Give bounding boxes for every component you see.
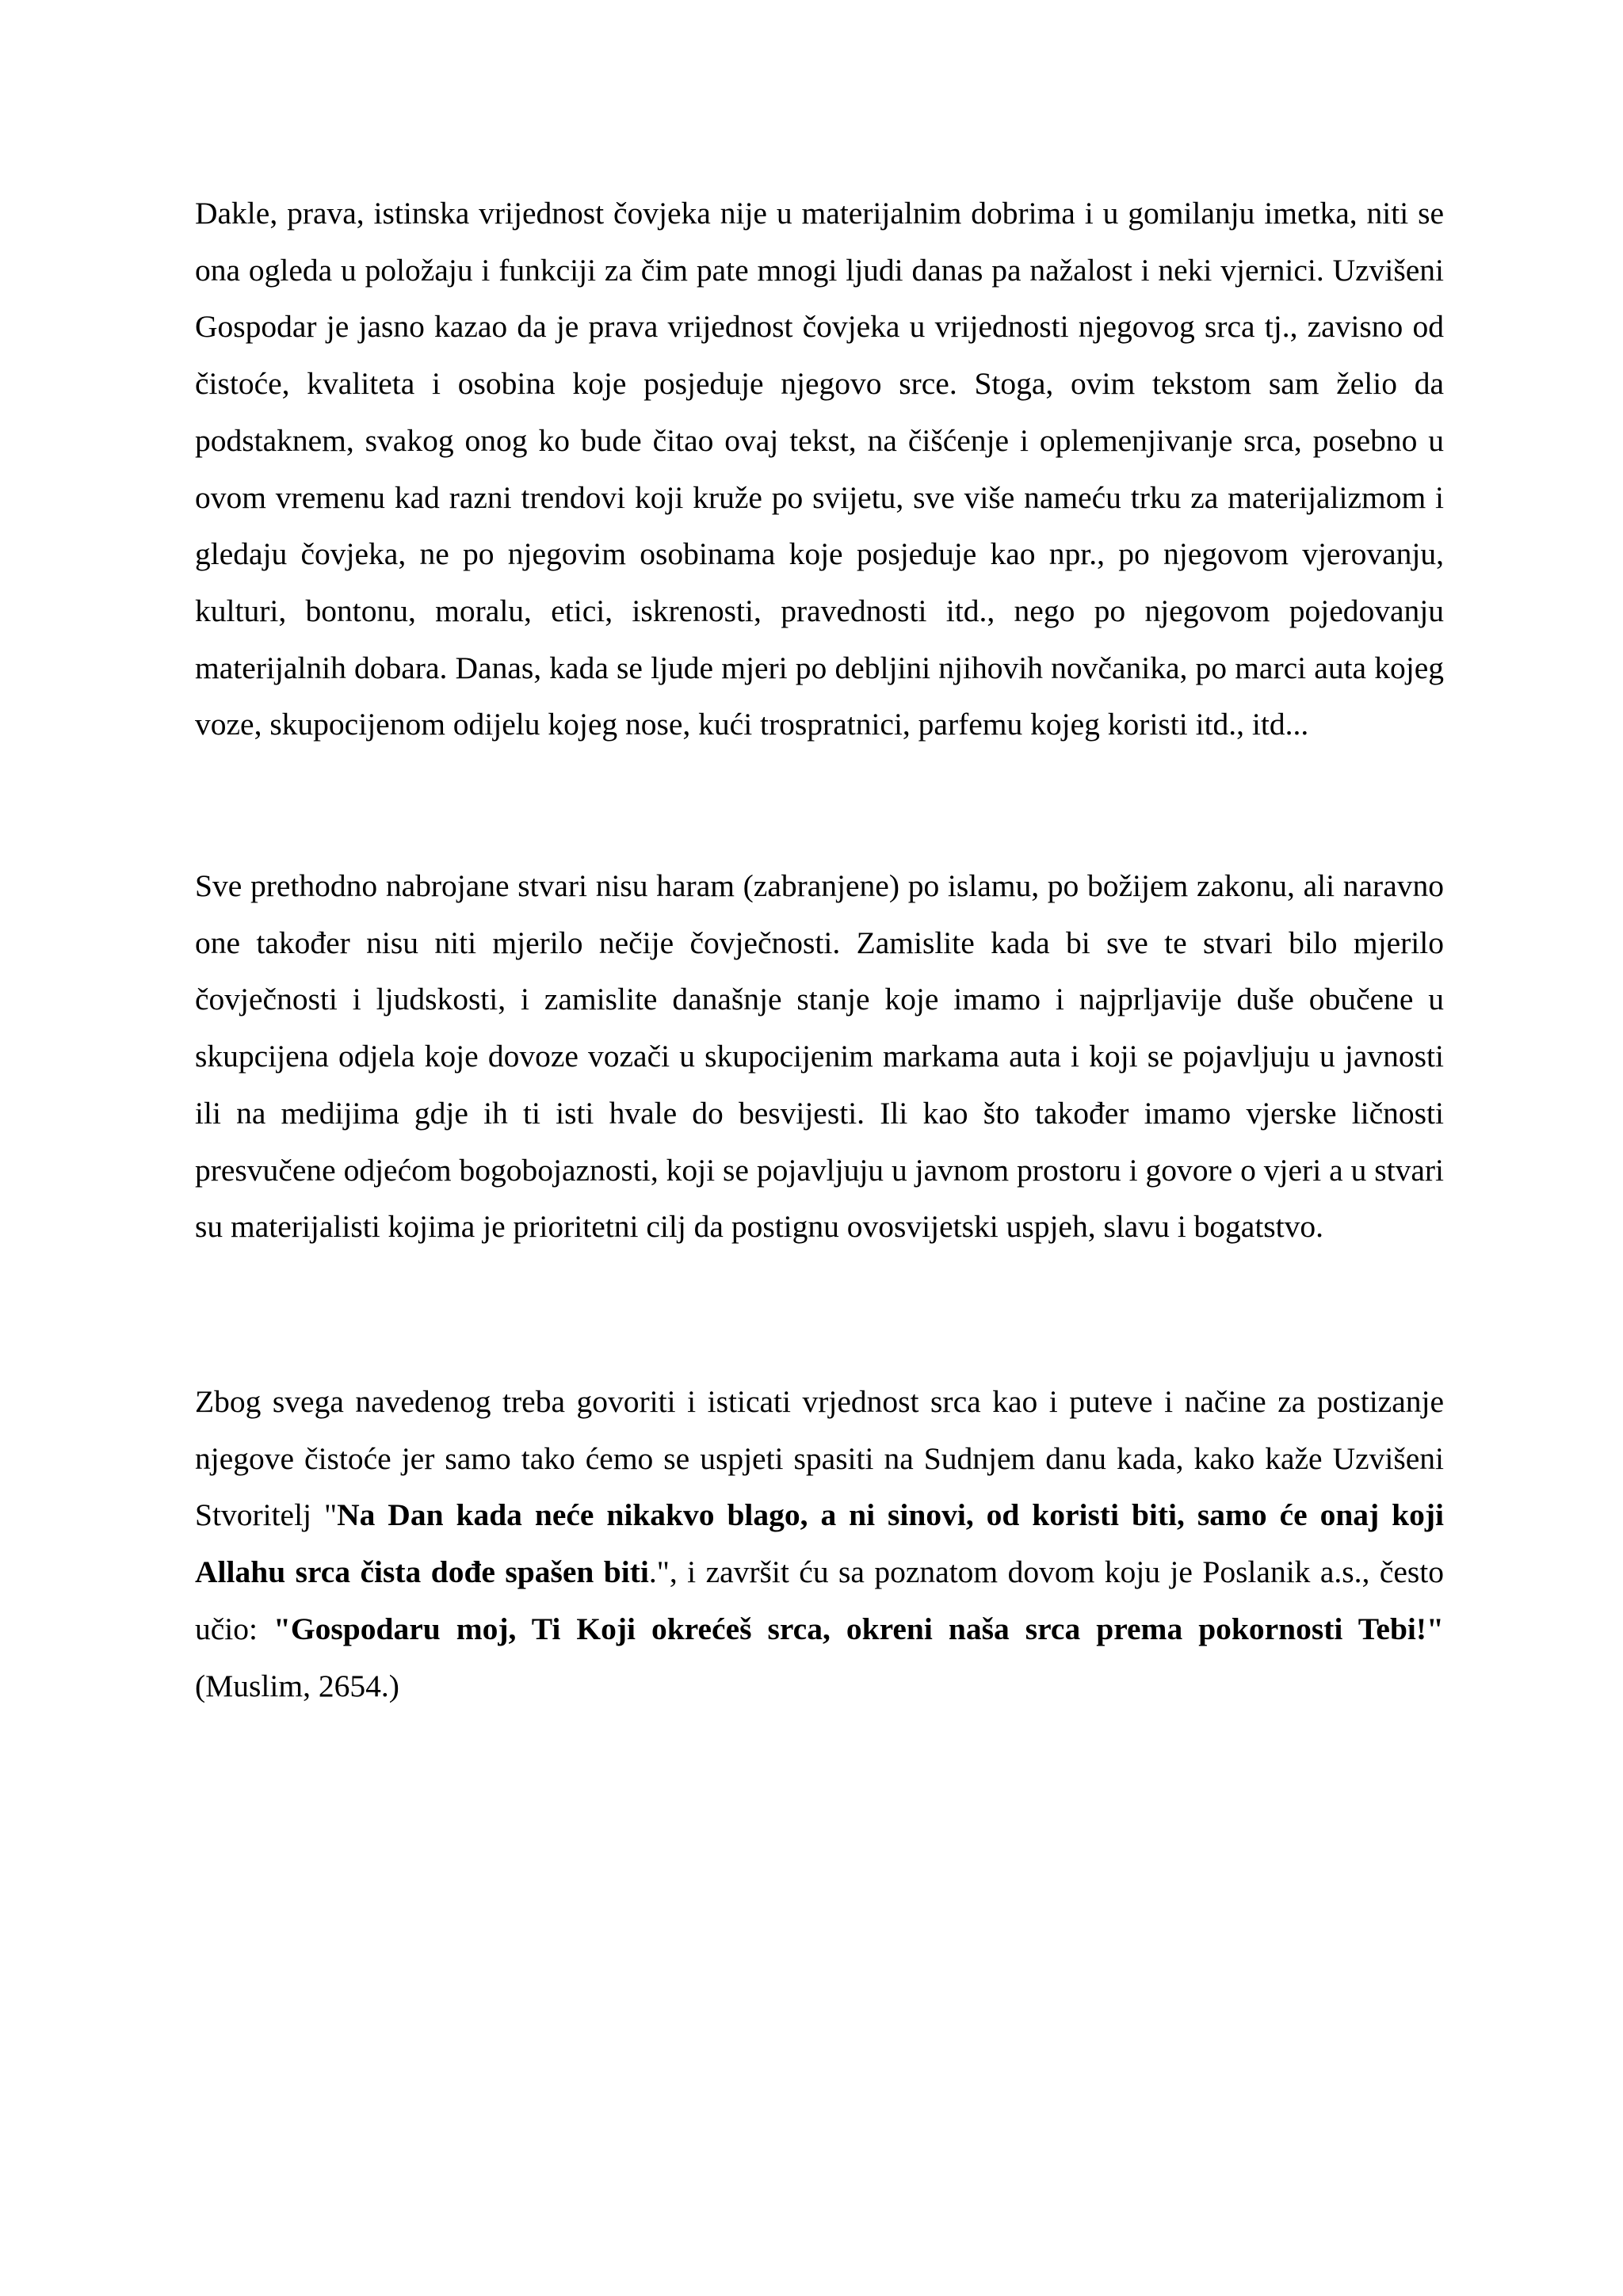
paragraph-2 bbox=[195, 858, 1444, 1256]
paragraph-1-text: Dakle, prava, istinska vrijednost čovjeka nije u materijalnim dobrima i u gomilanju imetka, niti se ona ogleda u položaju i funkciji za čim pate mnogi ljudi danas pa nažalost i neki vjernici. Uzvišeni Gospodar je jasno kazao da je prava vrijednost čovjeka u vrijednosti njegovog srca tj., zavisno od čistoće, kvaliteta i osobina koje posjeduje njegovo srce. Stoga, ovim tekstom sam želio da podstaknem, svakog onog ko bude čitao ovaj tekst, na čišćenje i oplemenjivanje srca, posebno u ovom vremenu kad razni trendovi koji kruže po svijetu, sve više nameću trku za materijalizmom i gledaju čovjeka, ne po njegovim osobinama koje posjeduje kao npr., po njegovom vjerovanju, kulturi, bontonu, moralu, etici, iskrenosti, pravednosti itd., nego po njegovom pojedovanju materijalnih dobara. Danas, kada se ljude mjeri po debljini njihovih novčanika, po marci auta kojeg voze, skupocijenom odijelu kojeg nose, kući trospratnici, parfemu kojeg koristi itd., itd... bbox=[195, 196, 1444, 742]
paragraph-3-run-1: Zbog svega navedenog treba govoriti i isticati vrjednost srca kao i puteve i načine za postizanje njegove čistoće jer samo tako ćemo se uspjeti spasiti na Sudnjem danu kada, kako kaže Uzvišeni Stvoritelj " bbox=[195, 1384, 1444, 1533]
paragraph-2-text: Sve prethodno nabrojane stvari nisu haram (zabranjene) po islamu, po božijem zakonu, ali naravno one također nisu niti mjerilo nečije čovječnosti. Zamislite kada bi sve te stvari bilo mjerilo čovječnosti i ljudskosti, i zamislite današnje stanje koje imamo i najprljavije duše obučene u skupcijena odjela koje dovoze vozači u skupocijenim markama auta i koji se pojavljuju u javnosti ili na medijima gdje ih ti isti hvale do besvijesti. Ili kao što također imamo vjerske ličnosti presvučene odjećom bogobojaznosti, koji se pojavljuju u javnom prostoru i govore o vjeri a u stvari su materijalisti kojima je prioritetni cilj da postignu ovosvijetski uspjeh, slavu i bogatstvo. bbox=[195, 868, 1444, 1245]
paragraph-3-run-3: .", i završit ću sa poznatom dovom koju je Poslanik a.s., često učio: bbox=[195, 1554, 1444, 1646]
paragraph-3 bbox=[195, 1374, 1444, 1714]
citation: (Muslim, 2654.) bbox=[195, 1668, 399, 1703]
quran-quote-bold: Na Dan kada neće nikakvo blago, a ni sinovi, od koristi biti, samo će onaj koji Allahu srca čista dođe spašen biti bbox=[195, 1497, 1444, 1590]
dua-quote-bold: "Gospodaru moj, Ti Koji okrećeš srca, okreni naša srca prema pokornosti Tebi!" bbox=[273, 1611, 1444, 1646]
paragraph-1 bbox=[195, 185, 1444, 753]
